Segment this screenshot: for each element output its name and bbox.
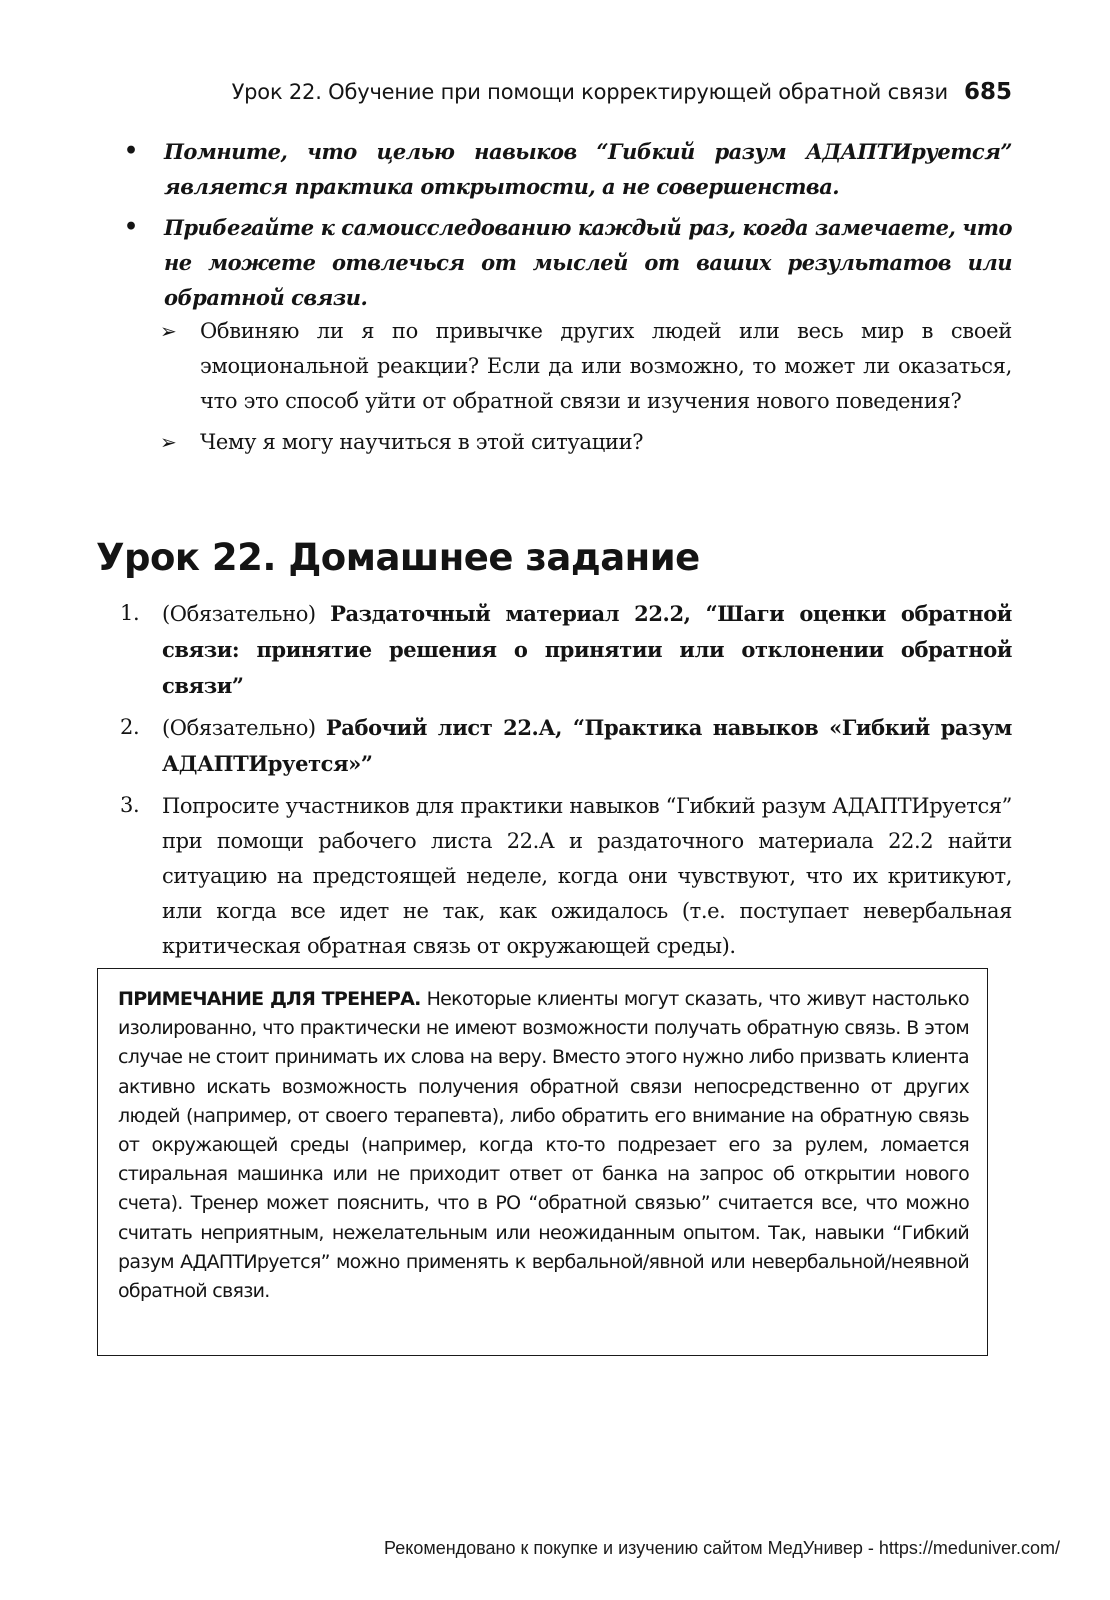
arrow-bullet-icon: ➢: [160, 430, 177, 454]
bullet-marker: •: [124, 214, 138, 240]
bullet-item: [122, 210, 1012, 315]
sub-bullet-text: Обвиняю ли я по привычке других людей или весь мир в своей эмоциональной реакции? Если да или возможно, то может ли оказаться, что это способ уйти от обратной связи и изучения нового поведения?: [200, 319, 1012, 413]
homework-bold-text: Рабочий лист 22.А, “Практика навыков «Гибкий разум АДАПТИруется»”: [162, 715, 1012, 776]
sub-bullet-item: [160, 425, 1012, 460]
arrow-bullet-icon: ➢: [160, 319, 177, 343]
bullet-marker: •: [124, 138, 138, 164]
trainer-note-label: ПРИМЕЧАНИЕ ДЛЯ ТРЕНЕРА.: [118, 988, 421, 1010]
sub-bullet-item: [160, 314, 1012, 419]
homework-bold-text: Раздаточный материал 22.2, “Шаги оценки обратной связи: принятие решения о принятии или отклонении обратной связи”: [162, 601, 1012, 698]
homework-prefix: (Обязательно): [162, 716, 326, 740]
trainer-note: [118, 985, 969, 1306]
homework-item: [120, 596, 1012, 704]
bullet-list: [122, 134, 1012, 321]
bullet-item: [122, 134, 1012, 204]
page-number: 685: [963, 79, 1012, 105]
section-heading: Урок 22. Домашнее задание: [96, 536, 700, 579]
trainer-note-text: Некоторые клиенты могут сказать, что живут настолько изолированно, что практически не имеют возможности получать обратную связь. В этом случае не стоит принимать их слова на веру. Вместо этого нужно либо призвать клиента активно искать возможность получения обратной связи непосредственно от других людей (например, от своего терапевта), либо обратить его внимание на обратную связь от окружающей среды (например, когда кто-то подрезает его за рулем, ломается стиральная машинка или не приходит ответ от банка на запрос об открытии нового счета). Тренер может пояснить, что в РО “обратной связью” считается все, что можно считать неприятным, нежелательным или неожиданным опытом. Так, навыки “Гибкий разум АДАПТИруется” можно применять к вербальной/явной или невербальной/неявной обратной связи.: [118, 988, 969, 1303]
homework-text: Попросите участников для практики навыков “Гибкий разум АДАПТИруется” при помощи рабочего листа 22.А и раздаточного материала 22.2 найти ситуацию на предстоящей неделе, когда они чувствуют, что их критикуют, или когда все идет не так, как ожидалось (т.е. поступает невербальная критическая обратная связь от окружающей среды).: [162, 794, 1012, 958]
homework-number: 2.: [120, 715, 140, 739]
homework-number: 3.: [120, 793, 140, 817]
homework-list: [120, 596, 1012, 970]
homework-item: [120, 710, 1012, 782]
homework-item: [120, 788, 1012, 964]
homework-number: 1.: [120, 601, 140, 625]
running-header: [232, 72, 1012, 112]
footer-credit: Рекомендовано к покупке и изучению сайтом МедУнивер - https://meduniver.com/: [384, 1538, 1060, 1558]
sub-bullet-text: Чему я могу научиться в этой ситуации?: [200, 430, 644, 454]
bullet-text: Прибегайте к самоисследованию каждый раз, когда замечаете, что не можете отвлечься от мыслей от ваших результатов или обратной связи.: [164, 215, 1012, 310]
bullet-text: Помните, что целью навыков “Гибкий разум АДАПТИруется” является практика открытости, а не совершенства.: [164, 139, 1012, 199]
running-title: Урок 22. Обучение при помощи корректирующей обратной связи: [231, 80, 948, 104]
trainer-note-box: [97, 968, 988, 1356]
sub-bullet-list: [160, 314, 1012, 466]
homework-prefix: (Обязательно): [162, 602, 331, 626]
